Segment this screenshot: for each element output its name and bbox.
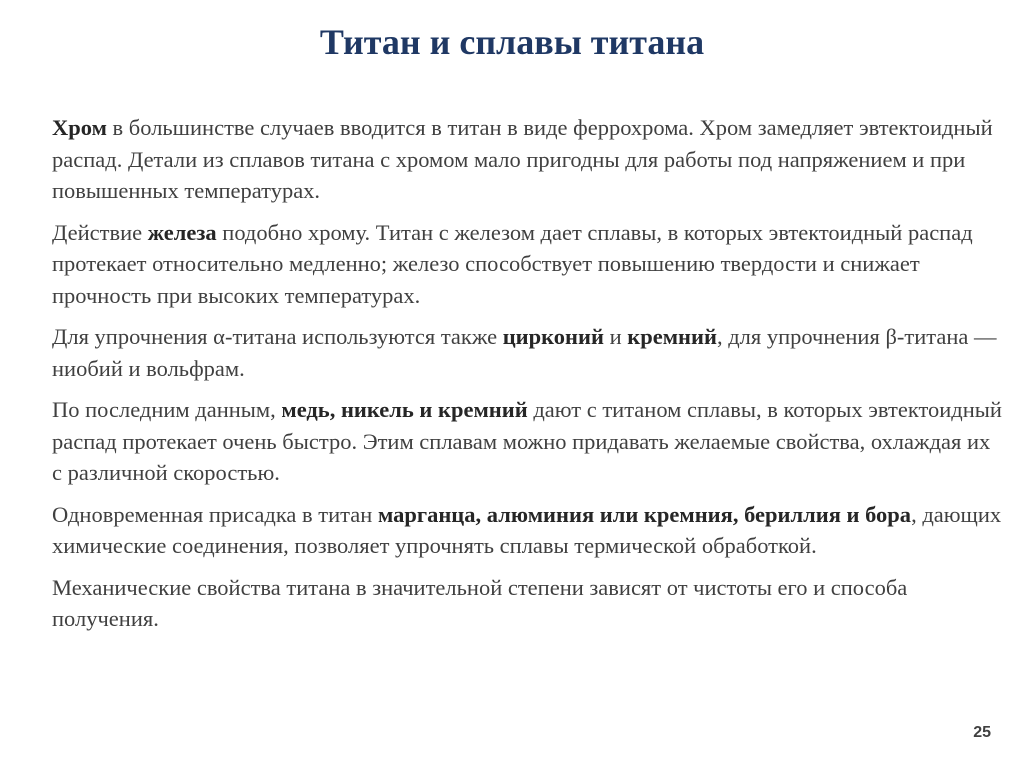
run: и <box>603 324 628 349</box>
run: По последним данным, <box>52 397 282 422</box>
paragraph-zirconium-silicon <box>52 321 1002 384</box>
run: медь, никель и кремний <box>281 397 528 422</box>
slide-body <box>52 112 1002 645</box>
run: цирконий <box>502 324 604 349</box>
run: Действие <box>52 219 148 245</box>
run: в большинстве случаев вводится в титан в виде феррохрома. Хром замедляет эвтектоидный распад. Детали из сплавов титана с хромом мало пригодны для работы под напряжением и при повышенных температурах. <box>52 115 993 203</box>
run: дают с титаном сплавы, в которых эвтектоидный распад протекает очень быстро. Этим сплавам можно придавать желаемые свойства, охлаждая их с различной скоростью. <box>52 397 1002 485</box>
run: Хром <box>52 115 107 140</box>
paragraph-chromium <box>52 112 1002 207</box>
run: марганца, алюминия или кремния, бериллия и бора <box>377 501 912 527</box>
page-number: 25 <box>973 724 991 741</box>
paragraph-copper-nickel <box>52 394 1002 489</box>
run: Механические свойства титана в значительной степени зависят от чистоты его и способа получения. <box>52 574 908 631</box>
run: подобно хрому. Титан с железом дает сплавы, в которых эвтектоидный распад протекает относительно медленно; железо способствует повышению твердости и снижает прочность при высоких температурах. <box>52 219 973 308</box>
run: кремний <box>627 324 717 349</box>
paragraph-mechanical-properties <box>52 572 1002 635</box>
paragraph-manganese-aluminium <box>52 499 1002 562</box>
slide-title: Титан и сплавы титана <box>319 22 705 62</box>
run: , дающих химические соединения, позволяет упрочнять сплавы термической обработкой. <box>52 501 1002 558</box>
run: Одновременная присадка в титан <box>52 501 378 527</box>
paragraph-iron <box>52 217 1002 312</box>
run: железа <box>147 219 217 245</box>
run: , для упрочнения β-титана — ниобий и вольфрам. <box>52 324 997 381</box>
run: Для упрочнения α-титана используются также <box>52 324 503 349</box>
